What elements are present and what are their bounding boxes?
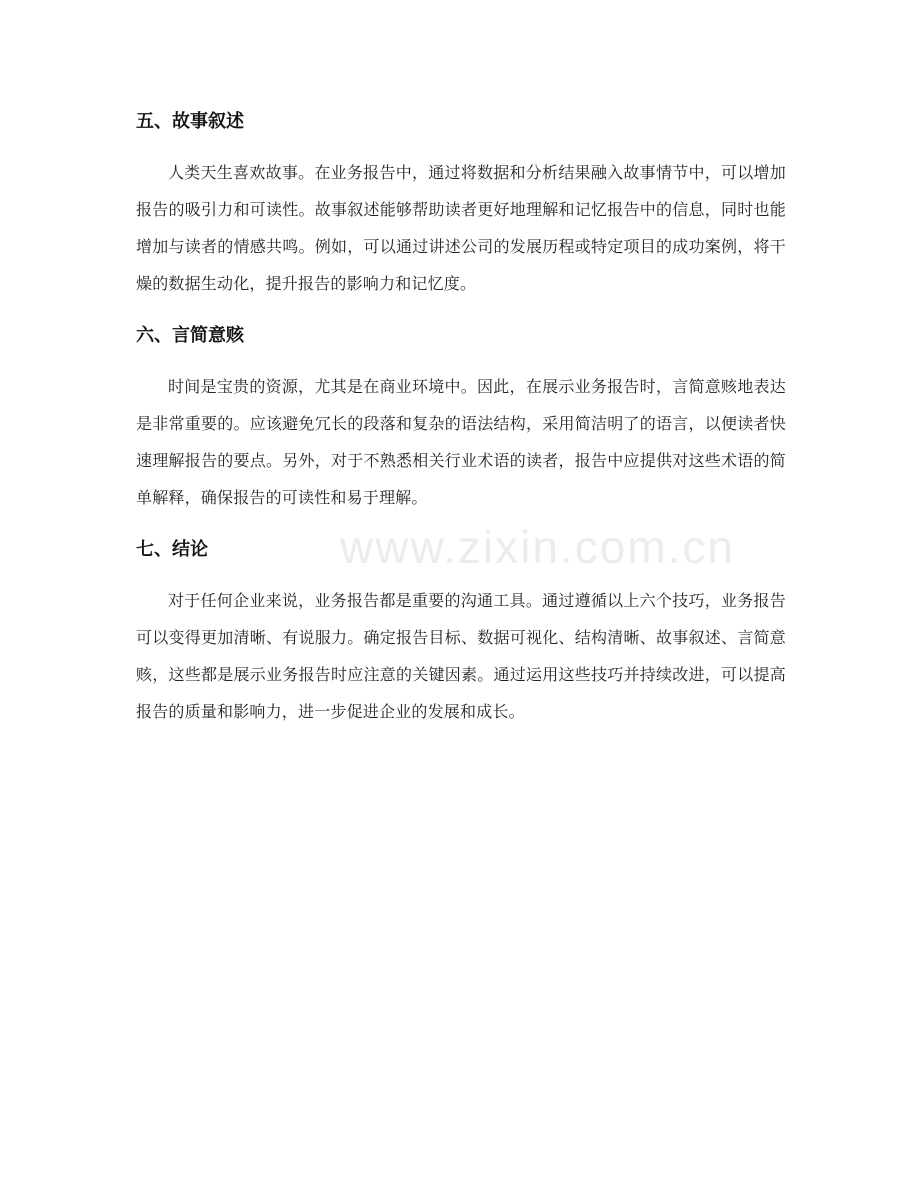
section-paragraph: 时间是宝贵的资源，尤其是在商业环境中。因此，在展示业务报告时，言简意赅地表达是非常重要的。应该避免冗长的段落和复杂的语法结构，采用简洁明了的语言，以便读者快速理解报告的要点。另外，对于不熟悉相关行业术语的读者，报告中应提供对这些术语的简单解释，确保报告的可读性和易于理解。: [136, 377, 786, 507]
section-paragraph: 对于任何企业来说，业务报告都是重要的沟通工具。通过遵循以上六个技巧，业务报告可以变得更加清晰、有说服力。确定报告目标、数据可视化、结构清晰、故事叙述、言简意赅，这些都是展示业务报告时应注意的关键因素。通过运用这些技巧并持续改进，可以提高报告的质量和影响力，进一步促进企业的发展和成长。: [136, 591, 786, 721]
section-heading: 六、言简意赅: [136, 325, 244, 346]
watermark: www.zixin.com.cn: [340, 521, 735, 573]
section-concise: [136, 318, 786, 516]
section-conclusion: [136, 532, 786, 730]
section-heading: 七、结论: [136, 539, 208, 560]
section-paragraph: 人类天生喜欢故事。在业务报告中，通过将数据和分析结果融入故事情节中，可以增加报告的吸引力和可读性。故事叙述能够帮助读者更好地理解和记忆报告中的信息，同时也能增加与读者的情感共鸣。例如，可以通过讲述公司的发展历程或特定项目的成功案例，将干燥的数据生动化，提升报告的影响力和记忆度。: [136, 163, 786, 293]
section-heading: 五、故事叙述: [136, 111, 244, 132]
section-storytelling: [136, 104, 786, 302]
document-body: [136, 104, 786, 746]
